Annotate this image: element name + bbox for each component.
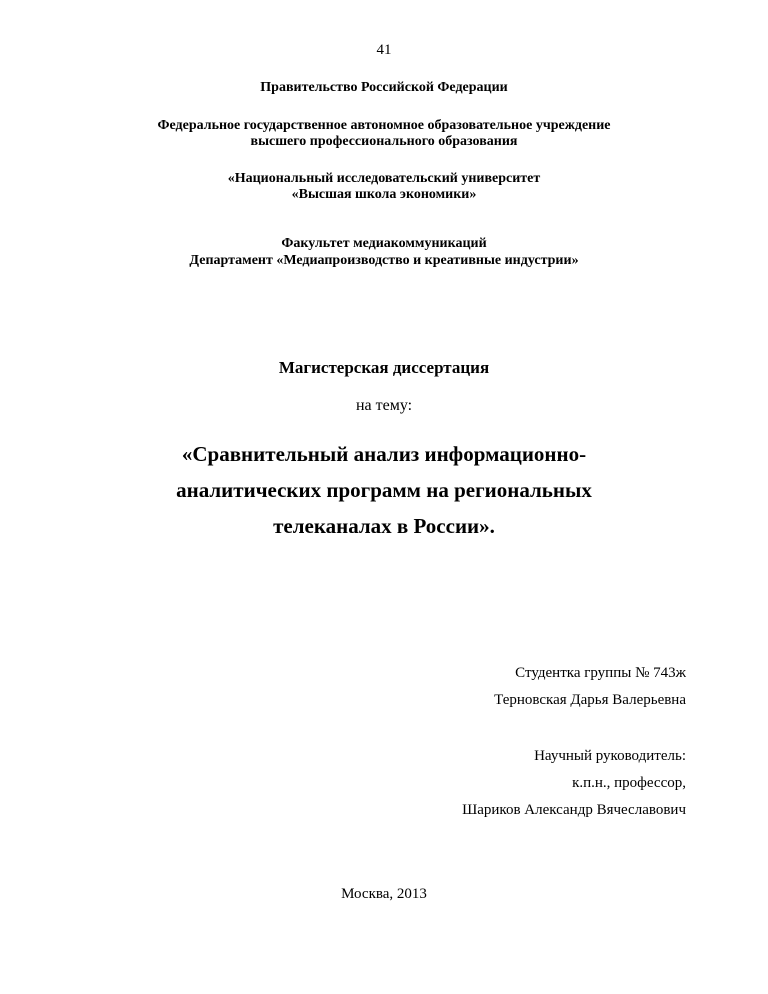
faculty-name: Факультет медиакоммуникаций	[281, 236, 487, 251]
page-number: 41	[376, 42, 392, 58]
document-type: Магистерская диссертация	[278, 358, 490, 377]
thesis-title-line-2: аналитических программ на региональных	[176, 478, 592, 502]
student-group: Студентка группы № 743ж	[515, 665, 686, 681]
thesis-title-line-1: «Сравнительный анализ информационно-	[181, 442, 587, 466]
supervisor-degree: к.п.н., профессор,	[572, 775, 686, 791]
thesis-title-line-3: телеканалах в России».	[273, 514, 495, 538]
university-line-1: «Национальный исследовательский университет	[227, 171, 541, 186]
topic-label: на тему:	[355, 397, 413, 414]
city-year: Москва, 2013	[341, 886, 427, 902]
supervisor-name: Шариков Александр Вячеславович	[462, 802, 686, 818]
supervisor-label: Научный руководитель:	[534, 748, 686, 764]
student-name: Терновская Дарья Валерьевна	[494, 692, 686, 708]
department-name: Департамент «Медиапроизводство и креативные индустрии»	[189, 253, 579, 268]
institution-line-1: Федеральное государственное автономное образовательное учреждение	[157, 118, 611, 133]
government-heading: Правительство Российской Федерации	[260, 80, 508, 95]
university-line-2: «Высшая школа экономики»	[291, 187, 477, 202]
institution-line-2: высшего профессионального образования	[250, 134, 518, 149]
